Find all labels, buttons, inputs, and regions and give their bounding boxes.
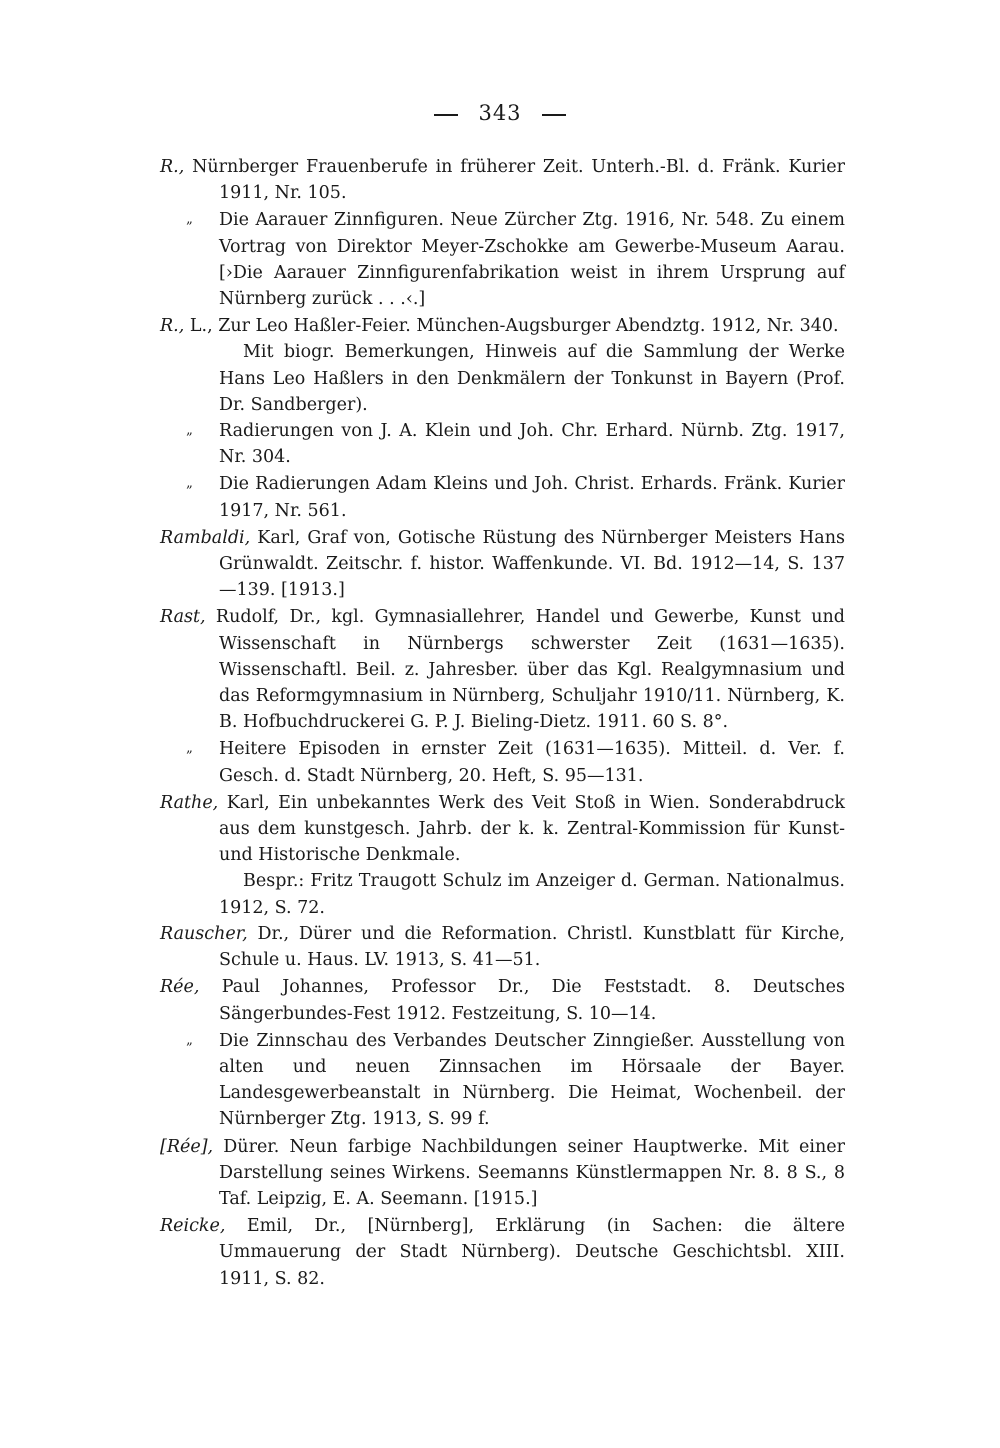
entry-text: Karl, Ein unbekanntes Werk des Veit Stoß in Wien. Sonderabdruck aus dem kunstgesch. Jahrb. der k. k. Zentral-Kommission für Kunst- und Historische Denkmale. (219, 792, 845, 866)
entry-text: Radierungen von J. A. Klein und Joh. Chr. Erhard. Nürnb. Ztg. 1917, Nr. 304. (219, 421, 845, 468)
ditto-mark: „ (186, 741, 193, 757)
entry-author: Reicke, (160, 1216, 226, 1237)
entry-text: Paul Johannes, Professor Dr., Die Feststadt. 8. Deutsches Sängerbundes-Fest 1912. Festzeitung, S. 10—14. (219, 977, 845, 1024)
entry-author: [Rée], (160, 1136, 214, 1157)
entry-text: Nürnberger Frauenberufe in früherer Zeit. Unterh.-Bl. d. Fränk. Kurier 1911, Nr. 105. (192, 157, 845, 204)
entry-author: R., (160, 316, 185, 337)
right-dash (542, 114, 566, 116)
list-item (160, 736, 845, 788)
ditto-mark: „ (186, 476, 193, 492)
list-item (160, 471, 845, 523)
list-item (160, 525, 845, 604)
list-item (160, 974, 845, 1026)
list-item (160, 1134, 845, 1213)
entry-text: Die Aarauer Zinnfiguren. Neue Zürcher Ztg. 1916, Nr. 548. Zu einem Vortrag von Direktor Meyer-Zschokke am Gewerbe-Museum Aarau. [›Die Aarauer Zinnfigurenfabrikation weist in ihrem Ursprung auf Nürnberg zurück . . .‹.] (219, 210, 845, 310)
list-item (160, 207, 845, 312)
entry-author: Rathe, (160, 792, 219, 813)
entry-author: Rée, (160, 977, 200, 998)
list-item (160, 313, 845, 339)
bibliography-list (160, 154, 845, 1292)
entry-text: Dr., Dürer und die Reformation. Christl. Kunstblatt für Kirche, Schule u. Haus. LV. 1913, S. 41—51. (219, 923, 845, 971)
entry-author: R., (160, 157, 185, 177)
list-item (160, 921, 845, 973)
ditto-mark: „ (186, 212, 193, 228)
entry-note: Bespr.: Fritz Traugott Schulz im Anzeiger d. German. Nationalmus. 1912, S. 72. (219, 871, 845, 918)
list-item (160, 1028, 845, 1133)
list-item (160, 154, 845, 206)
list-item (160, 1213, 845, 1292)
entry-text: Karl, Graf von, Gotische Rüstung des Nürnberger Meisters Hans Grünwaldt. Zeitschr. f. histor. Waffenkunde. VI. Bd. 1912—14, S. 137—139. [1913.] (219, 527, 845, 601)
ditto-mark: „ (186, 1032, 193, 1048)
entry-note: Mit biogr. Bemerkungen, Hinweis auf die Sammlung der Werke Hans Leo Haßlers in den Denkmälern der Tonkunst in Bayern (Prof. Dr. Sandberger). (219, 342, 845, 415)
entry-text: Die Radierungen Adam Kleins und Joh. Christ. Erhards. Fränk. Kurier 1917, Nr. 561. (219, 474, 845, 521)
entry-author: Rast, (160, 607, 206, 628)
entry-author: Rambaldi, (160, 527, 251, 548)
entry-text: Rudolf, Dr., kgl. Gymnasiallehrer, Handel und Gewerbe, Kunst und Wissenschaft in Nürnbergs schwerster Zeit (1631—1635). Wissenschaftl. Beil. z. Jahresber. über das Kgl. Realgymnasium und das Reformgymnasium in Nürnberg, Schuljahr 1910/11. Nürnberg, K. B. Hofbuchdruckerei G. P. J. Bieling-Dietz. 1911. 60 S. 8°. (215, 607, 845, 733)
list-item (160, 790, 845, 869)
entry-text: L., Zur Leo Haßler-Feier. München-Augsburger Abendztg. 1912, Nr. 340. (189, 316, 839, 337)
entry-text: Heitere Episoden in ernster Zeit (1631—1635). Mitteil. d. Ver. f. Gesch. d. Stadt Nürnberg, 20. Heft, S. 95—131. (219, 739, 845, 786)
left-dash (434, 114, 458, 116)
list-item (160, 604, 845, 735)
list-item (160, 418, 845, 470)
entry-author: Rauscher, (160, 923, 248, 944)
entry-text: Dürer. Neun farbige Nachbildungen seiner Hauptwerke. Mit einer Darstellung seines Wirkens. Seemanns Künstlermappen Nr. 8. 8 S., 8 Taf. Leipzig, E. A. Seemann. [1915.] (219, 1136, 845, 1209)
entry-text: Emil, Dr., [Nürnberg], Erklärung (in Sachen: die ältere Ummauerung der Stadt Nürnberg). Deutsche Geschichtsbl. XIII. 1911, S. 82. (219, 1216, 845, 1289)
ditto-mark: „ (186, 423, 193, 439)
entry-text: Die Zinnschau des Verbandes Deutscher Zinngießer. Ausstellung von alten und neuen Zinnsachen im Hörsaale der Bayer. Landesgewerbeanstalt in Nürnberg. Die Heimat, Wochenbeil. der Nürnberger Ztg. 1913, S. 99 f. (219, 1030, 845, 1130)
page-number: 343 (0, 101, 1000, 125)
